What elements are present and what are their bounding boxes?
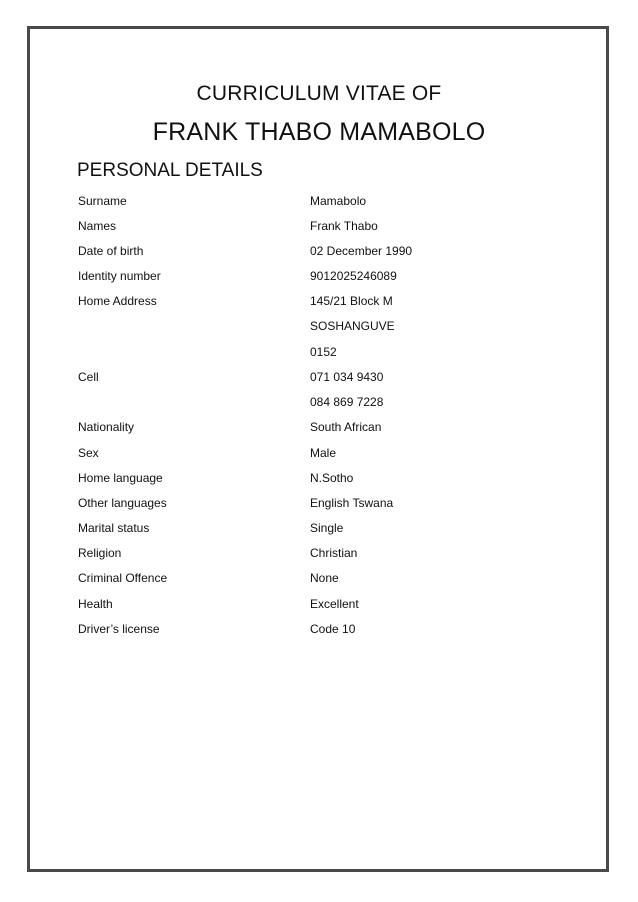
detail-row-sex (78, 446, 578, 466)
detail-row-surname (78, 194, 578, 214)
detail-row-cell-2 (78, 395, 578, 415)
detail-value: Mamabolo (310, 194, 367, 208)
detail-value: 084 869 7228 (310, 395, 384, 409)
detail-value: Single (310, 521, 344, 535)
detail-value: 0152 (310, 345, 337, 359)
detail-row-address-line-2 (78, 319, 578, 339)
detail-value: 071 034 9430 (310, 370, 384, 384)
detail-label: Sex (78, 446, 99, 460)
document-title: CURRICULUM VITAE OF (196, 82, 442, 105)
detail-label: Marital status (78, 521, 150, 535)
detail-row-marital-status (78, 521, 578, 541)
detail-label: Criminal Offence (78, 571, 168, 585)
detail-row-names (78, 219, 578, 239)
detail-row-home-language (78, 471, 578, 491)
detail-value: English Tswana (310, 496, 394, 510)
detail-row-nationality (78, 420, 578, 440)
candidate-name: FRANK THABO MAMABOLO (152, 118, 486, 146)
detail-value: South African (310, 420, 382, 434)
detail-row-religion (78, 546, 578, 566)
detail-value: N.Sotho (310, 471, 354, 485)
detail-label: Nationality (78, 420, 135, 434)
detail-label: Names (78, 219, 117, 233)
detail-label: Date of birth (78, 244, 144, 258)
detail-label: Health (78, 597, 113, 611)
detail-label: Surname (78, 194, 127, 208)
detail-value: Code 10 (310, 622, 356, 636)
detail-row-identity-number (78, 269, 578, 289)
detail-value: SOSHANGUVE (310, 319, 395, 333)
detail-label: Religion (78, 546, 122, 560)
detail-row-health (78, 597, 578, 617)
detail-row-address-line-3 (78, 345, 578, 365)
detail-row-home-address (78, 294, 578, 314)
detail-value: Christian (310, 546, 358, 560)
detail-label: Identity number (78, 269, 161, 283)
detail-row-criminal-offence (78, 571, 578, 591)
detail-label: Other languages (78, 496, 167, 510)
detail-value: Male (310, 446, 337, 460)
detail-value: 9012025246089 (310, 269, 397, 283)
detail-label: Driver’s license (78, 622, 160, 636)
detail-label: Home language (78, 471, 163, 485)
detail-label: Cell (78, 370, 99, 384)
detail-row-date-of-birth (78, 244, 578, 264)
detail-value: None (310, 571, 339, 585)
detail-label: Home Address (78, 294, 157, 308)
detail-value: Excellent (310, 597, 359, 611)
detail-row-other-languages (78, 496, 578, 516)
detail-row-drivers-license (78, 622, 578, 642)
detail-value: 145/21 Block M (310, 294, 393, 308)
section-heading-personal-details: PERSONAL DETAILS (77, 160, 263, 181)
detail-value: Frank Thabo (310, 219, 378, 233)
detail-row-cell (78, 370, 578, 390)
detail-value: 02 December 1990 (310, 244, 413, 258)
